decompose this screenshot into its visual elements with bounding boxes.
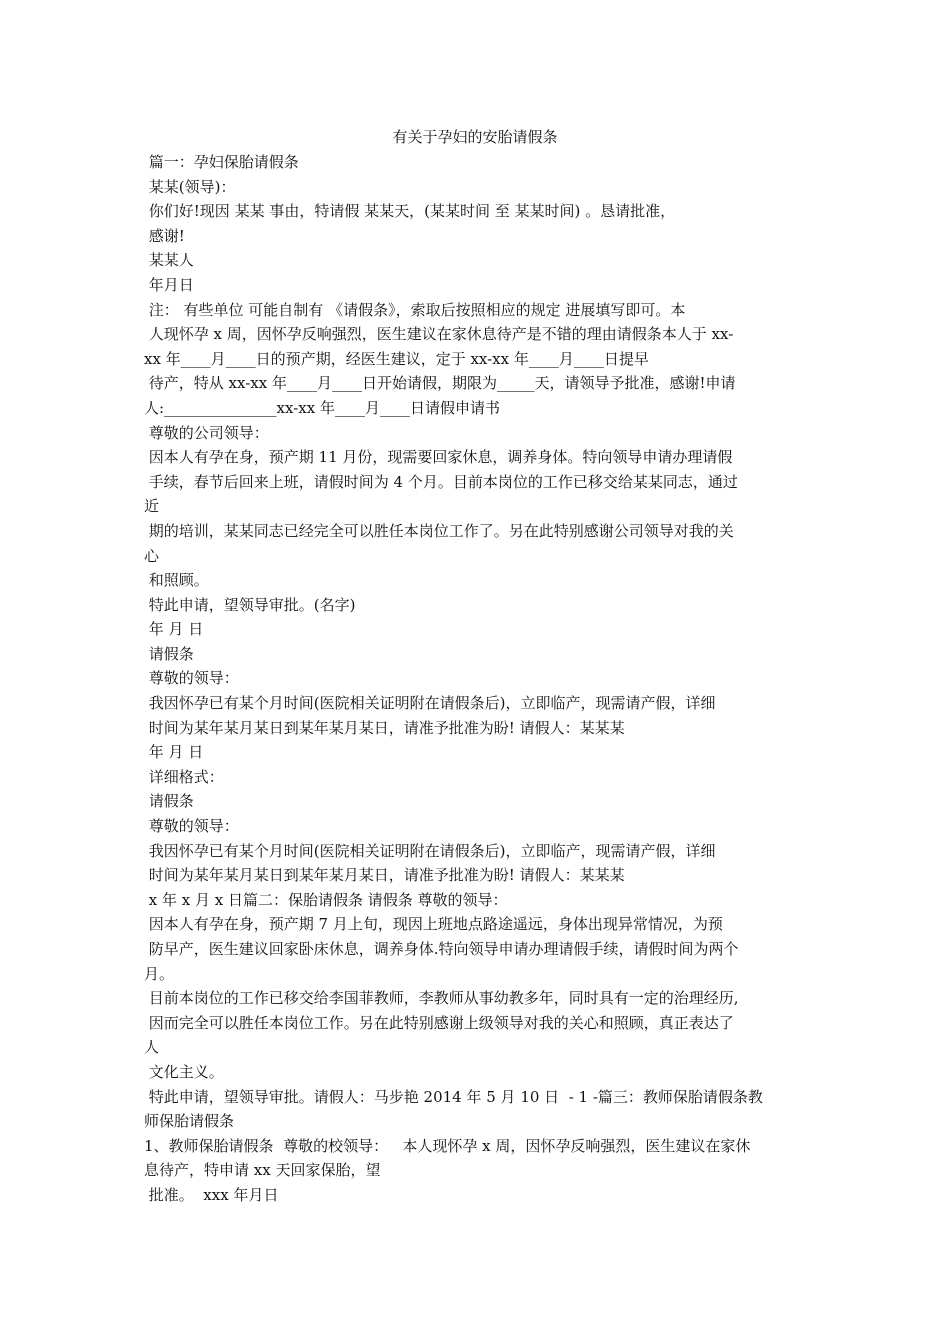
body-line: 因本人有孕在身，预产期 7 月上旬，现因上班地点路途遥远，身体出现异常情况，为预 — [144, 915, 723, 934]
body-line: 某某(领导)： — [144, 177, 236, 196]
body-line: x 年 x 月 x 日篇二：保胎请假条 请假条 尊敬的领导： — [144, 890, 508, 909]
document-title: 有关于孕妇的安胎请假条 — [392, 128, 558, 146]
body-line: 人 — [144, 1038, 160, 1057]
body-line: 师保胎请假条 — [144, 1112, 235, 1131]
body-line: 手续，春节后回来上班，请假时间为 4 个月。目前本岗位的工作已移交给某某同志，通过 — [144, 472, 738, 491]
body-line: 请假条 — [144, 792, 194, 811]
body-line: xx 年____月____日的预产期，经医生建议，定于 xx-xx 年____月____日提早 — [144, 349, 649, 368]
body-line: 年 月 日 — [144, 743, 204, 762]
body-line: 尊敬的公司领导： — [144, 423, 269, 442]
body-line: 某某人 — [144, 251, 194, 270]
body-line: 目前本岗位的工作已移交给李国菲教师，李教师从事幼教多年，同时具有一定的治理经历, — [144, 989, 739, 1008]
body-line: 文化主义。 — [144, 1062, 224, 1081]
body-line: 注： 有些单位 可能自制有 《请假条》，索取后按照相应的规定 进展填写即可。本 — [144, 300, 686, 319]
body-line: 年月日 — [144, 275, 194, 294]
body-line: 感谢! — [144, 226, 185, 245]
body-line: 请假条 — [144, 644, 194, 663]
body-line: 篇一：孕妇保胎请假条 — [144, 153, 299, 171]
body-line: 近 — [144, 497, 160, 516]
body-line: 因本人有孕在身，预产期 11 月份，现需要回家休息，调养身体。特向领导申请办理请假 — [144, 448, 733, 467]
body-line: 年 月 日 — [144, 620, 204, 639]
body-line: 尊敬的领导： — [144, 669, 239, 688]
body-line: 防早产，医生建议回家卧床休息，调养身体.特向领导申请办理请假手续，请假时间为两个 — [144, 940, 739, 958]
body-line: 尊敬的领导： — [144, 817, 239, 836]
body-line: 时间为某年某月某日到某年某月某日，请准予批准为盼! 请假人：某某某 — [144, 866, 625, 885]
body-line: 时间为某年某月某日到某年某月某日，请准予批准为盼! 请假人：某某某 — [144, 718, 625, 737]
body-line: 1、教师保胎请假条 尊敬的校领导： 本人现怀孕 x 周，因怀孕反响强烈，医生建议在家休 — [144, 1136, 751, 1155]
body-line: 特此申请，望领导审批。请假人：马步艳 2014 年 5 月 10 日 - 1 -篇三：教师保胎请假条教 — [144, 1087, 763, 1106]
body-line: 详细格式： — [144, 767, 224, 786]
body-line: 我因怀孕已有某个月时间(医院相关证明附在请假条后)，立即临产，现需请产假，详细 — [144, 841, 716, 860]
body-line: 人现怀孕 x 周，因怀孕反响强烈，医生建议在家休息待产是不错的理由请假条本人于 xx- — [144, 325, 734, 344]
body-line: 待产，特从 xx-xx 年____月____日开始请假，期限为_____天，请领导予批准，感谢!申请 — [144, 374, 736, 393]
body-line: 月。 — [144, 964, 175, 983]
body-line: 批准。 xxx 年月日 — [144, 1185, 279, 1204]
body-line: 和照顾。 — [144, 571, 209, 590]
body-line: 因而完全可以胜任本岗位工作。另在此特别感谢上级领导对我的关心和照顾，真正表达了 — [144, 1013, 734, 1032]
body-line: 你们好!现因 某某 事由，特请假 某某天，(某某时间 至 某某时间) 。恳请批准， — [144, 202, 676, 221]
body-line: 心 — [144, 546, 160, 565]
body-line: 特此申请，望领导审批。(名字) — [144, 595, 356, 614]
body-line: 我因怀孕已有某个月时间(医院相关证明附在请假条后)，立即临产，现需请产假，详细 — [144, 694, 716, 713]
body-line: 人:_______________xx-xx 年____月____日请假申请书 — [144, 398, 500, 417]
body-line: 息待产，特申请 xx 天回家保胎，望 — [144, 1161, 381, 1180]
document-body — [144, 150, 809, 1208]
body-line: 期的培训，某某同志已经完全可以胜任本岗位工作了。另在此特别感谢公司领导对我的关 — [144, 521, 734, 540]
